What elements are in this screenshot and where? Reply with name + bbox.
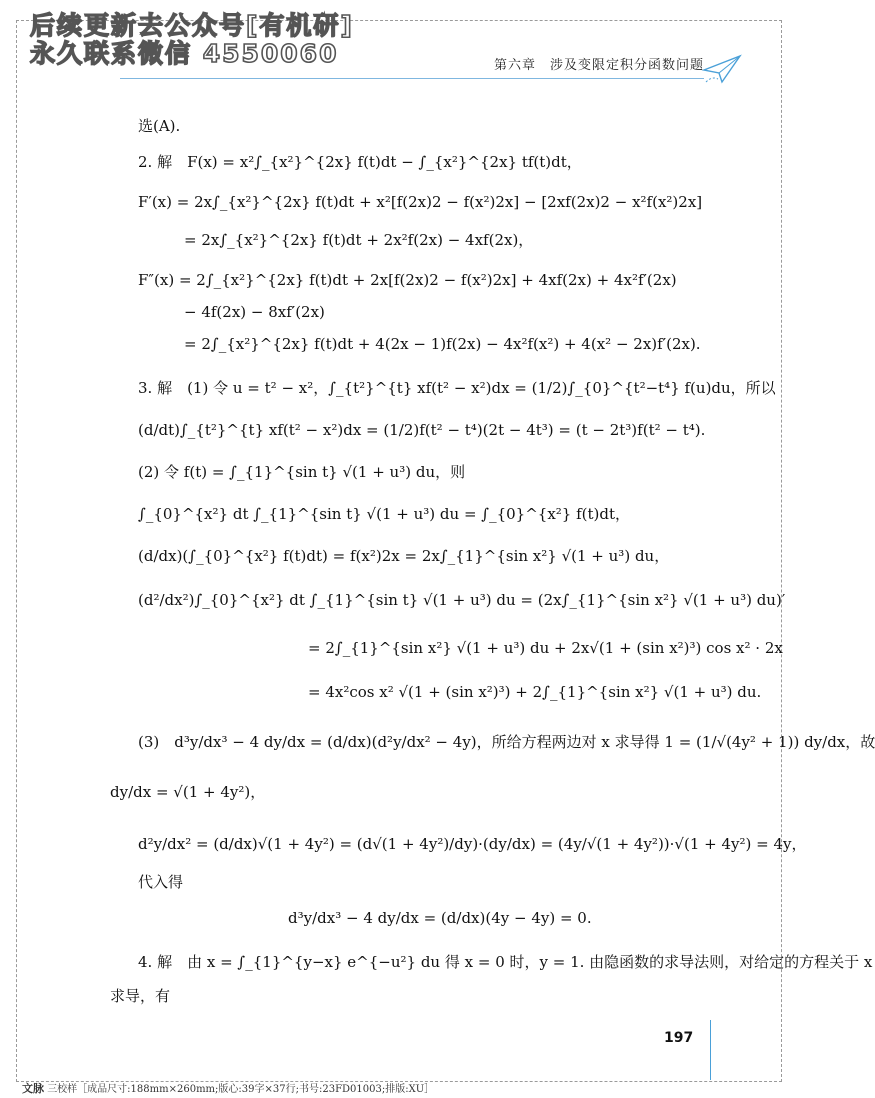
solution-3-line-3: (2) 令 f(t) = ∫_{1}^{sin t} √(1 + u³) du，则 bbox=[138, 463, 466, 481]
solution-3-line-2: (d/dt)∫_{t²}^{t} xf(t² − x²)dx = (1/2)f(t² − t⁴)(2t − 4t³) = (t − 2t³)f(t² − t⁴). bbox=[138, 421, 706, 439]
page-number-rule bbox=[710, 1020, 711, 1080]
imprint-brand: 文脉 bbox=[22, 1082, 44, 1095]
solution-4-line-2: 求导，有 bbox=[110, 987, 171, 1005]
solution-3-line-5: (d/dx)(∫_{0}^{x²} f(t)dt) = f(x²)2x = 2x∫_{1}^{sin x²} √(1 + u³) du， bbox=[138, 547, 670, 565]
solution-3-line-11: d²y/dx² = (d/dx)√(1 + 4y²) = (d√(1 + 4y²)/dy)·(dy/dx) = (4y/√(1 + 4y²))·√(1 + 4y²) = 4y， bbox=[138, 835, 807, 853]
print-imprint bbox=[22, 1080, 434, 1096]
solution-3-line-10: dy/dx = √(1 + 4y²)， bbox=[110, 783, 266, 801]
watermark-line-1: 后续更新去公众号[有机研] bbox=[30, 11, 354, 40]
header-rule bbox=[120, 78, 704, 79]
solution-3-line-9: (3) d³y/dx³ − 4 dy/dx = (d/dx)(d²y/dx² − 4y)，所给方程两边对 x 求导得 1 = (1/√(4y² + 1)) dy/dx，故 bbox=[138, 733, 875, 751]
solution-4-line-1: 4. 解 由 x = ∫_{1}^{y−x} e^{−u²} du 得 x = 0 时，y = 1. 由隐函数的求导法则，对给定的方程关于 x bbox=[138, 953, 873, 971]
imprint-text: 三校样［成品尺寸:188mm×260mm;版心:39字×37行;书号:23FD01003;排版:XU］ bbox=[47, 1084, 435, 1095]
solution-3-line-12: 代入得 bbox=[138, 873, 184, 891]
solution-2-line-6: = 2∫_{x²}^{2x} f(t)dt + 4(2x − 1)f(2x) − 4x²f(x²) + 4(x² − 2x)f′(2x). bbox=[184, 335, 701, 353]
solution-2-line-1: 2. 解 F(x) = x²∫_{x²}^{2x} f(t)dt − ∫_{x²}^{2x} tf(t)dt， bbox=[138, 153, 582, 171]
watermark-line-2: 永久联系微信 4550060 bbox=[30, 39, 339, 68]
running-head bbox=[494, 54, 704, 73]
watermark bbox=[30, 12, 354, 68]
paper-plane-icon bbox=[702, 52, 742, 86]
solution-3-line-7: = 2∫_{1}^{sin x²} √(1 + u³) du + 2x√(1 + (sin x²)³) cos x² · 2x bbox=[308, 639, 783, 657]
page-number: 197 bbox=[664, 1030, 694, 1046]
solution-2-line-3: = 2x∫_{x²}^{2x} f(t)dt + 2x²f(2x) − 4xf(2x)， bbox=[184, 231, 534, 249]
solution-2-line-5: − 4f(2x) − 8xf′(2x) bbox=[184, 303, 325, 321]
solution-2-line-4: F″(x) = 2∫_{x²}^{2x} f(t)dt + 2x[f(2x)2 − f(x²)2x] + 4xf(2x) + 4x²f′(2x) bbox=[138, 271, 677, 289]
solution-3-line-8: = 4x²cos x² √(1 + (sin x²)³) + 2∫_{1}^{sin x²} √(1 + u³) du. bbox=[308, 683, 762, 701]
solution-3-line-4: ∫_{0}^{x²} dt ∫_{1}^{sin t} √(1 + u³) du = ∫_{0}^{x²} f(t)dt， bbox=[138, 505, 631, 523]
solution-3-line-13: d³y/dx³ − 4 dy/dx = (d/dx)(4y − 4y) = 0. bbox=[288, 909, 592, 927]
chapter-label: 第六章 bbox=[493, 58, 536, 73]
solution-2-line-2: F′(x) = 2x∫_{x²}^{2x} f(t)dt + x²[f(2x)2 − f(x²)2x] − [2xf(2x)2 − x²f(x²)2x] bbox=[138, 193, 703, 211]
solution-3-line-6: (d²/dx²)∫_{0}^{x²} dt ∫_{1}^{sin t} √(1 + u³) du = (2x∫_{1}^{sin x²} √(1 + u³) du)′ bbox=[138, 591, 786, 609]
chapter-title: 涉及变限定积分函数问题 bbox=[549, 58, 704, 73]
solution-3-line-1: 3. 解 (1) 令 u = t² − x²，∫_{t²}^{t} xf(t² − x²)dx = (1/2)∫_{0}^{t²−t⁴} f(u)du，所以 bbox=[138, 379, 776, 397]
text-line-1: 选(A). bbox=[138, 117, 181, 135]
